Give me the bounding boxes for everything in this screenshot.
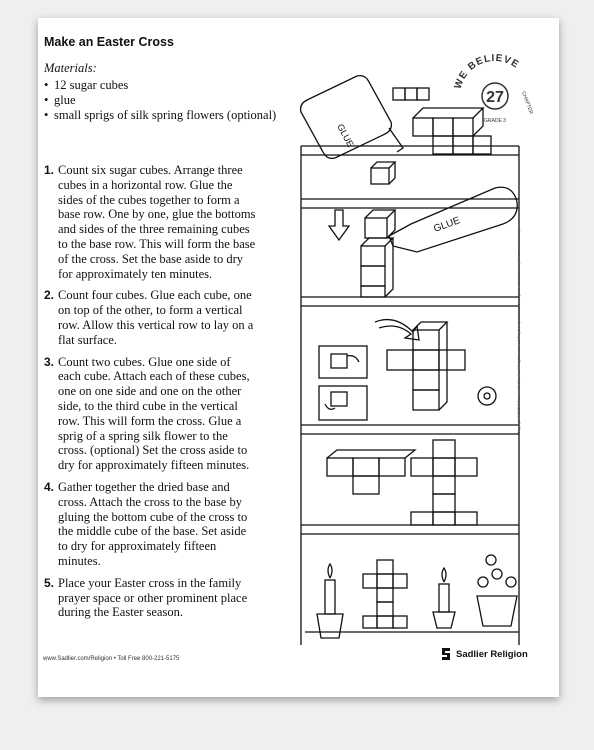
flower-icon — [478, 387, 496, 405]
logo-text: Sadlier Religion — [456, 648, 528, 660]
step-2 — [44, 288, 256, 347]
step-text: Gather together the dried base and cross. Attach the cross to the base by gluing the bottom cube of the cross to the middle cube of the base. Set aside to dry for approximately fifteen minutes. — [58, 479, 248, 568]
publisher-logo — [441, 647, 528, 661]
bullet: • — [44, 78, 49, 92]
step-5 — [44, 576, 256, 620]
candle-icon — [317, 564, 455, 638]
step-number: 2. — [44, 288, 55, 303]
list-item — [44, 93, 276, 108]
chapter-label: CHAPTER — [520, 90, 534, 116]
cube-stack-icon — [361, 210, 395, 297]
step-number: 3. — [44, 354, 55, 369]
materials-list — [44, 78, 276, 122]
flower-pot-icon — [477, 555, 517, 626]
step-text: Count two cubes. Glue one side of each cube. Attach each of these cubes, one on one side and one on the other side, to the third cube in the vertical row. This will form the cross. Glue a sprig of a spring silk flower to the cross. (optional) Set the cross aside to dry for approximately fifteen minutes. — [58, 354, 250, 473]
page-title: Make an Easter Cross — [44, 35, 174, 49]
grade-label: GRADE 3 — [484, 118, 506, 124]
cross-cubes-icon — [327, 440, 477, 525]
step-1 — [44, 163, 256, 281]
material-text: small sprigs of silk spring flowers (optional) — [54, 107, 277, 122]
step-4 — [44, 480, 256, 569]
cube-row-icon — [371, 88, 491, 184]
instruction-illustration — [265, 60, 527, 645]
step-text: Count four cubes. Glue each cube, one on top of the other, to form a vertical row. Allow this vertical row to lay on a flat surface. — [58, 288, 254, 347]
step-text: Count six sugar cubes. Arrange three cubes in a horizontal row. Glue the sides of the cubes together to form a base row. One by one, glue the bottoms and sides of the three remaining cubes to the base row. This will form the base of the cross. Set the base aside to dry for approximately ten minutes. — [58, 163, 256, 281]
footer-contact: www.Sadlier.com/Religion • Toll Free 800-221-5175 — [43, 656, 180, 662]
sadlier-logo-icon — [441, 647, 451, 661]
badge-top-text: WE BELIEVE — [452, 52, 522, 91]
list-item — [44, 78, 276, 93]
bullet: • — [44, 107, 49, 122]
down-arrow-icon — [329, 210, 349, 240]
step-number: 5. — [44, 575, 55, 590]
cube-inset-icon — [319, 346, 367, 420]
step-number: 4. — [44, 479, 55, 494]
list-item — [44, 108, 276, 123]
chapter-number: 27 — [486, 89, 504, 106]
glue-label-2: GLUE — [432, 215, 462, 235]
cross-cubes-icon — [387, 322, 465, 410]
bullet: • — [44, 92, 49, 107]
copyright-notice: Copyright ©2015 William H. Sadlier, Inc. All rights reserved. May be reproduced for religious education use (not commercial use) — [517, 230, 521, 434]
steps-list — [44, 163, 256, 627]
step-number: 1. — [44, 163, 55, 177]
material-text: 12 sugar cubes — [54, 78, 129, 92]
materials-heading: Materials: — [44, 61, 97, 75]
glue-label-1: GLUE — [335, 122, 356, 149]
step-3 — [44, 355, 256, 473]
step-text: Place your Easter cross in the family prayer space or other prominent place during the Easter season. — [58, 575, 248, 620]
easter-cross-icon — [363, 560, 407, 628]
material-text: glue — [54, 92, 76, 107]
